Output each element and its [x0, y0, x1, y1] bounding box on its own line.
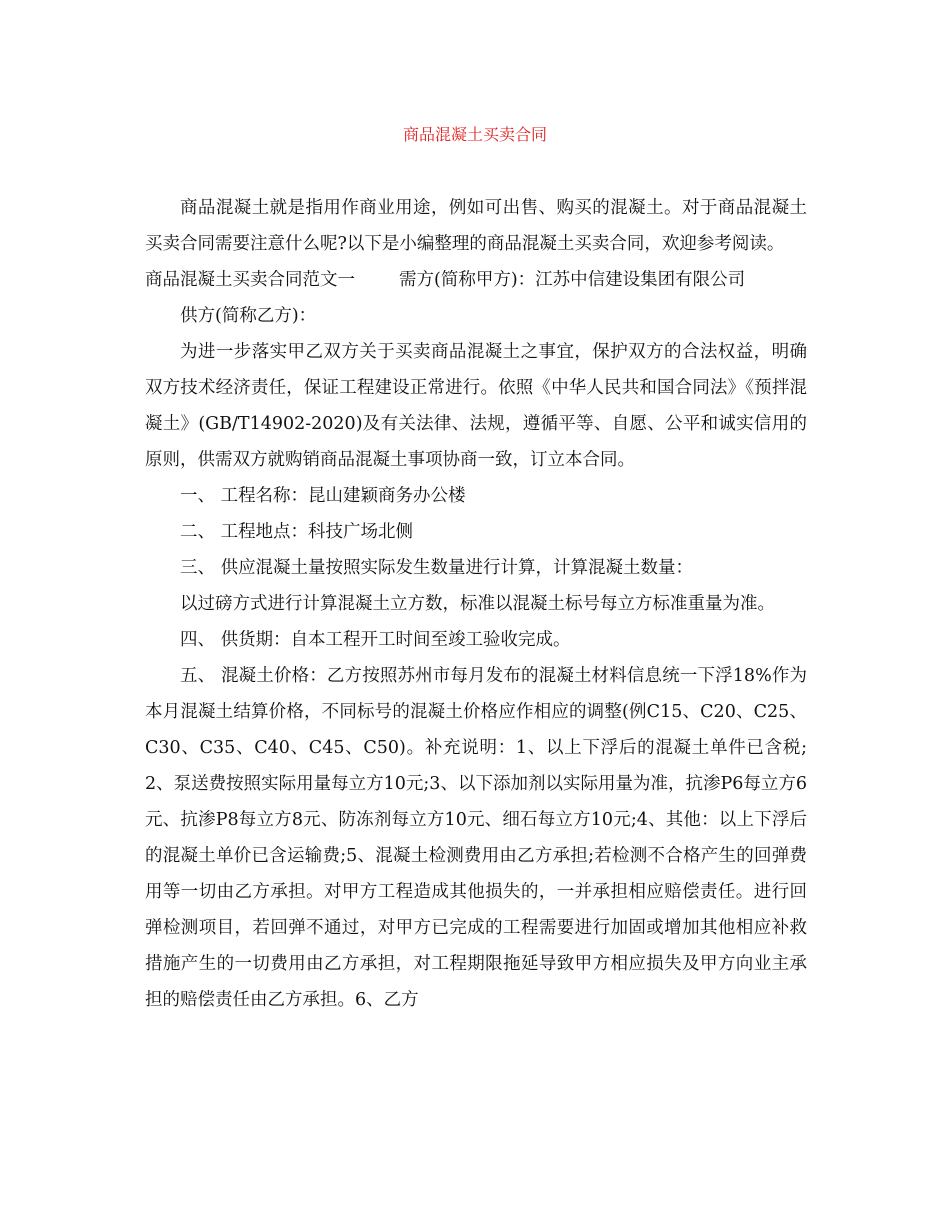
clause-4: 四、 供货期：自本工程开工时间至竣工验收完成。 — [180, 630, 571, 650]
intro-paragraph: 商品混凝土就是指用作商业用途，例如可出售、购买的混凝土。对于商品混凝土买卖合同需要注意什么呢?以下是小编整理的商品混凝土买卖合同，欢迎参考阅读。 — [145, 198, 807, 254]
clause-2: 二、 工程地点：科技广场北侧 — [180, 522, 414, 542]
supplier-line: 供方(简称乙方)： — [180, 306, 317, 326]
document-body — [145, 190, 807, 1018]
buyer-line: 需方(简称甲方)：江苏中信建设集团有限公司 — [399, 270, 746, 290]
clause-3: 三、 供应混凝土量按照实际发生数量进行计算，计算混凝土数量： — [180, 558, 694, 578]
sample-heading-line — [145, 262, 807, 298]
clause-1: 一、 工程名称：昆山建颖商务办公楼 — [180, 486, 466, 506]
sample-heading: 商品混凝土买卖合同范文一 — [145, 270, 355, 290]
document-title: 商品混凝土买卖合同 — [402, 125, 547, 144]
clause-5: 五、 混凝土价格：乙方按照苏州市每月发布的混凝土材料信息统一下浮18%作为本月混凝土结算价格，不同标号的混凝土价格应作相应的调整(例C15、C20、C25、C30、C35、C40、C45、C50)。补充说明：1、以上下浮后的混凝土单件已含税;2、泵送费按照实际用量每立方10元;3、以下添加剂以实际用量为准，抗渗P6每立方6元、抗渗P8每立方8元、防冻剂每立方10元、细石每立方10元;4、其他：以上下浮后的混凝土单价已含运输费;5、混凝土检测费用由乙方承担;若检测不合格产生的回弹费用等一切由乙方承担。对甲方工程造成其他损失的，一并承担相应赔偿责任。进行回弹检测项目，若回弹不通过，对甲方已完成的工程需要进行加固或增加其他相应补救措施产生的一切费用由乙方承担，对工程期限拖延导致甲方相应损失及甲方向业主承担的赔偿责任由乙方承担。6、乙方 — [145, 666, 807, 1010]
preamble-paragraph: 为进一步落实甲乙双方关于买卖商品混凝土之事宜，保护双方的合法权益，明确双方技术经济责任，保证工程建设正常进行。依照《中华人民共和国合同法》《预拌混凝土》(GB/T14902-2020)及有关法律、法规，遵循平等、自愿、公平和诚实信用的原则，供需双方就购销商品混凝土事项协商一致，订立本合同。 — [145, 342, 807, 470]
clause-3-detail: 以过磅方式进行计算混凝土立方数，标准以混凝土标号每立方标准重量为准。 — [180, 594, 775, 614]
